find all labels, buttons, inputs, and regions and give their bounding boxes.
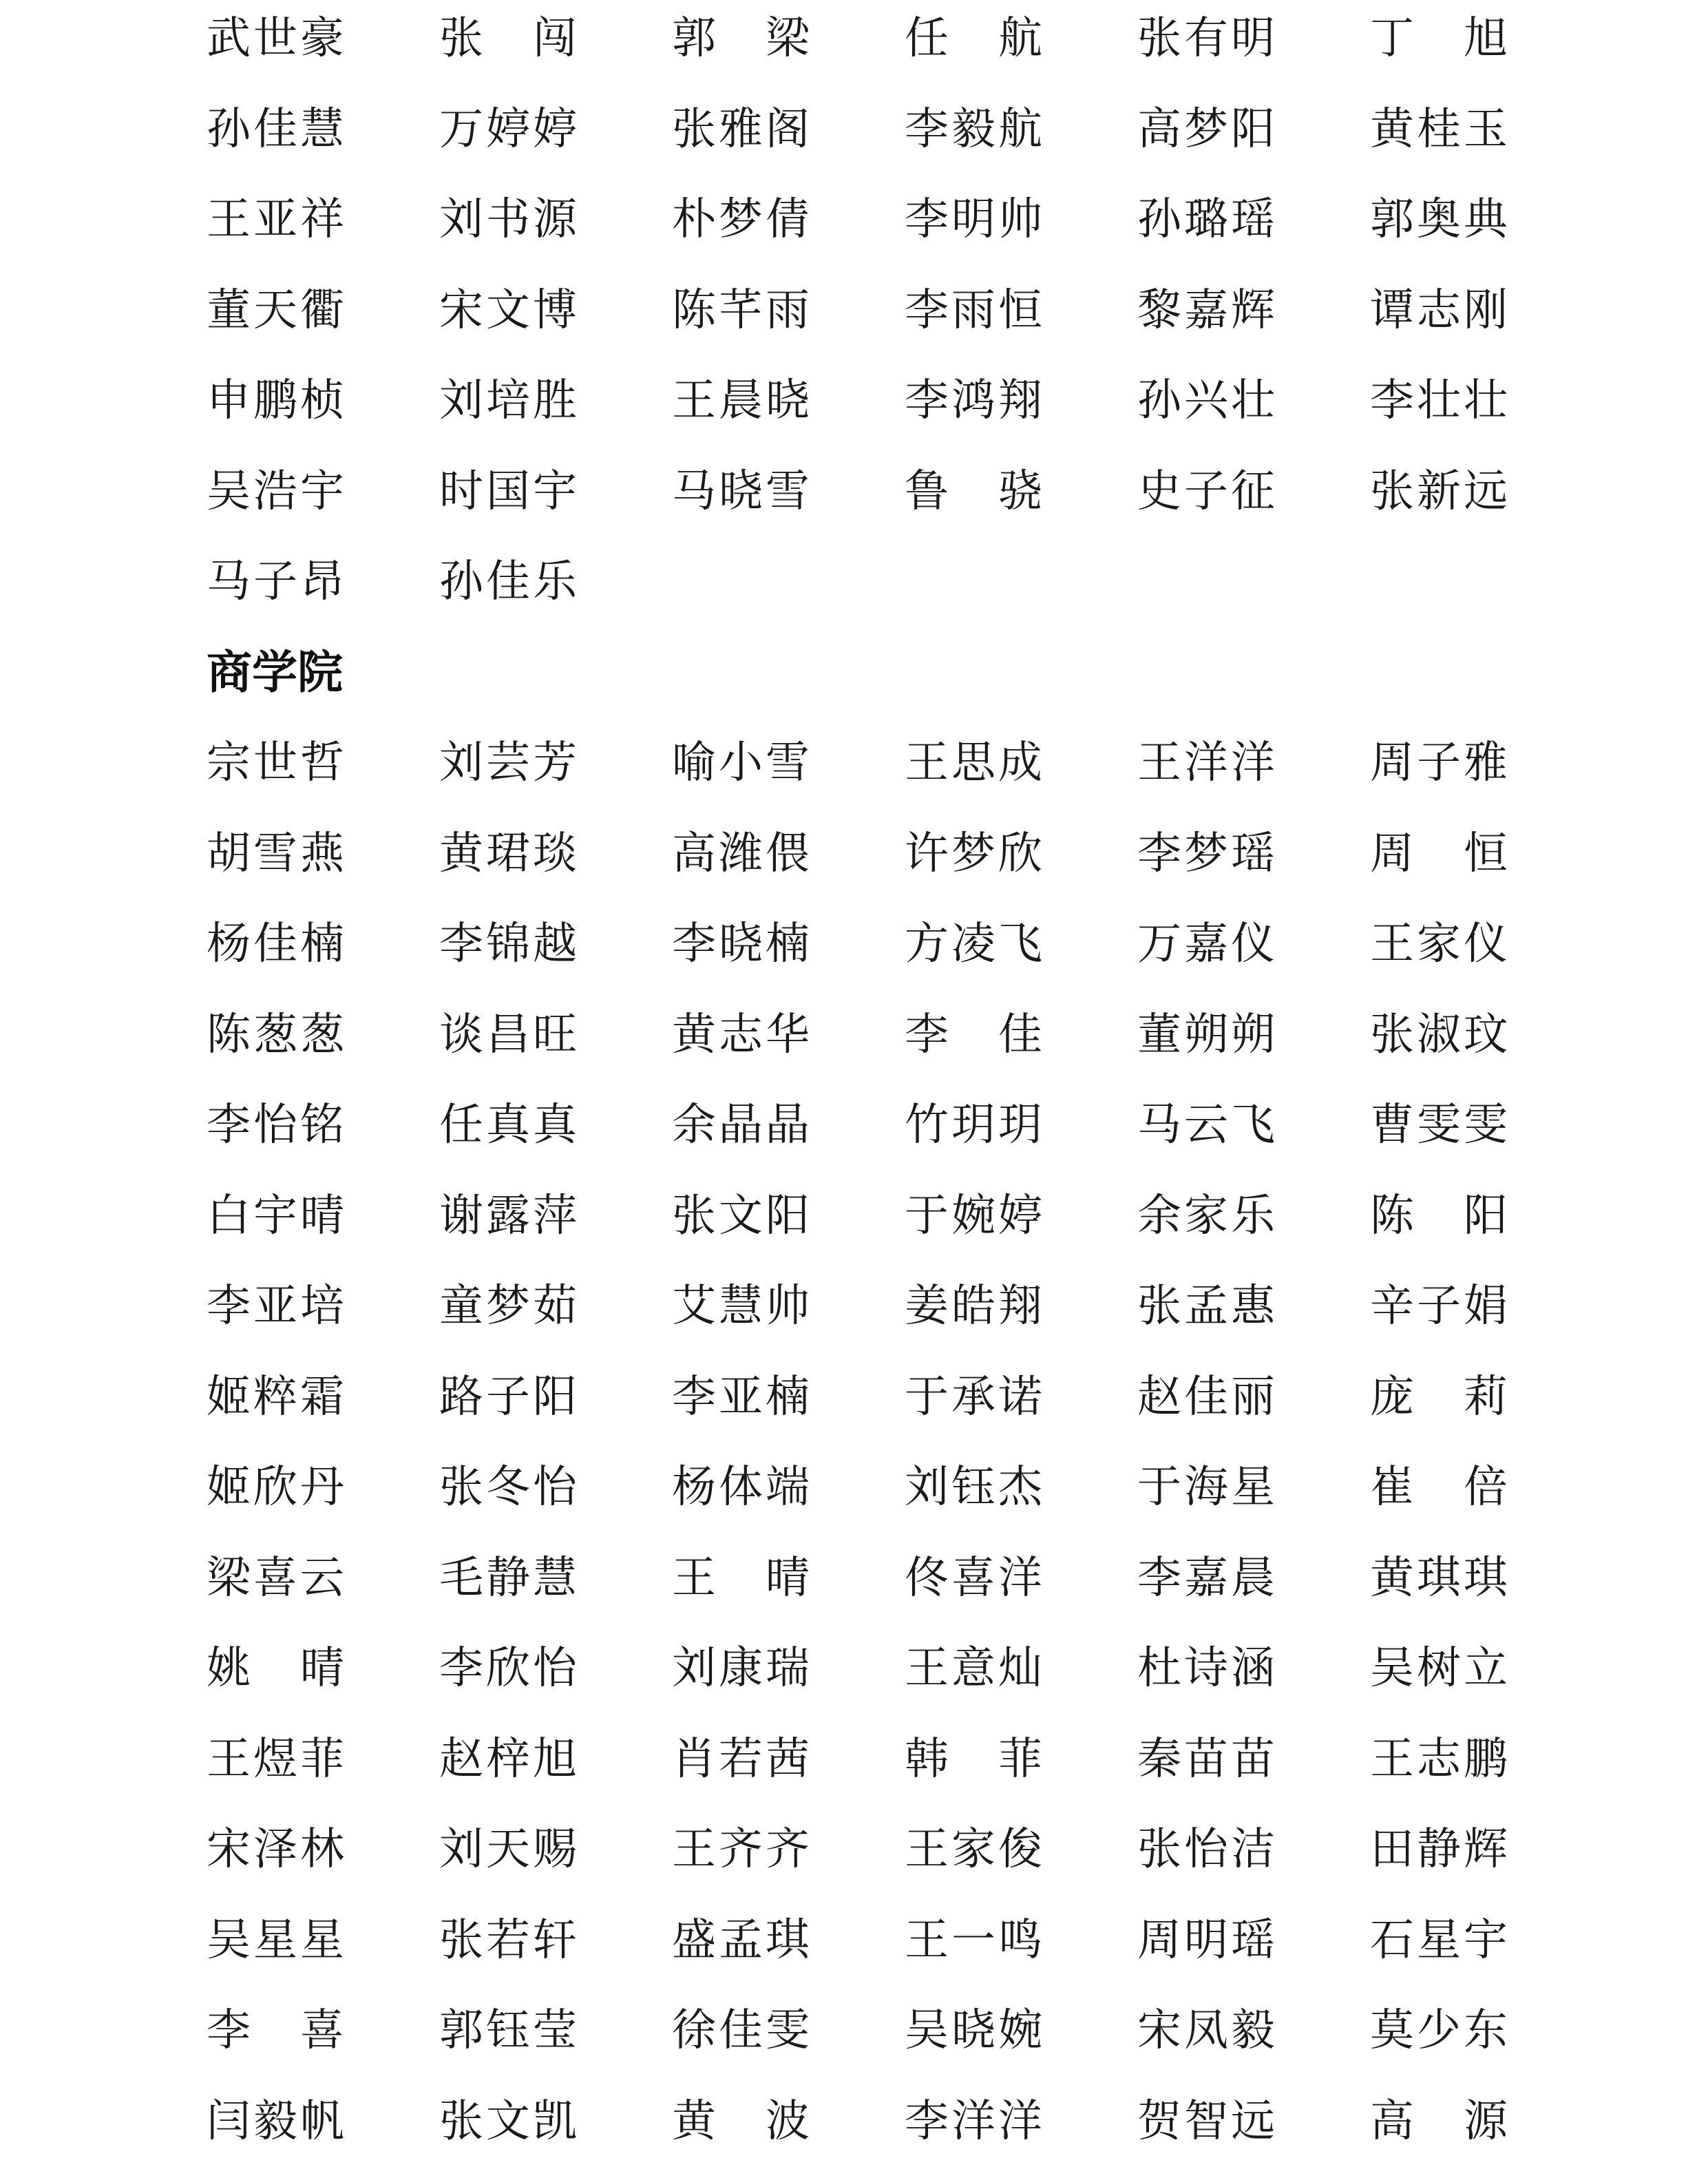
student-name: 马 子 昂 bbox=[207, 556, 344, 607]
student-name: 徐 佳 雯 bbox=[672, 2005, 810, 2056]
student-name: 王 思 成 bbox=[905, 737, 1042, 788]
student-name: 田 静 辉 bbox=[1370, 1824, 1508, 1875]
student-name: 谈 昌 旺 bbox=[439, 1009, 577, 1060]
student-name: 李 怡 铭 bbox=[207, 1100, 344, 1151]
name-row bbox=[207, 819, 1528, 910]
student-name: 李 明 帅 bbox=[905, 194, 1042, 245]
student-name: 肖 若 茜 bbox=[672, 1733, 810, 1785]
student-name: 时 国 宇 bbox=[439, 465, 577, 517]
name-row bbox=[207, 1815, 1528, 1906]
student-name: 于 婉 婷 bbox=[905, 1190, 1042, 1242]
student-name: 张 新 远 bbox=[1370, 465, 1508, 517]
name-row bbox=[207, 547, 1528, 638]
student-name: 任 航 bbox=[905, 13, 1042, 64]
student-name: 谭 志 刚 bbox=[1370, 284, 1508, 336]
student-name: 曹 雯 雯 bbox=[1370, 1100, 1508, 1151]
student-name: 黄 志 华 bbox=[672, 1009, 810, 1060]
student-name: 张 文 阳 bbox=[672, 1190, 810, 1242]
student-name: 张 淑 玟 bbox=[1370, 1009, 1508, 1060]
student-name: 李 梦 瑶 bbox=[1137, 828, 1275, 879]
name-row bbox=[207, 366, 1528, 457]
student-name: 刘 培 胜 bbox=[439, 375, 577, 426]
student-name: 李 亚 培 bbox=[207, 1281, 344, 1332]
student-name: 孙 璐 瑶 bbox=[1137, 194, 1275, 245]
student-name: 童 梦 茹 bbox=[439, 1281, 577, 1332]
student-name: 李 雨 恒 bbox=[905, 284, 1042, 336]
student-name: 张 孟 惠 bbox=[1137, 1281, 1275, 1332]
student-name: 姜 皓 翔 bbox=[905, 1281, 1042, 1332]
student-name: 丁 旭 bbox=[1370, 13, 1508, 64]
student-name: 宋 文 博 bbox=[439, 284, 577, 336]
student-name: 张 冬 怡 bbox=[439, 1462, 577, 1513]
student-name: 鲁 骁 bbox=[905, 465, 1042, 517]
student-name: 黄 琪 琪 bbox=[1370, 1552, 1508, 1604]
name-row bbox=[207, 1725, 1528, 1816]
student-name: 申 鹏 桢 bbox=[207, 375, 344, 426]
student-name: 李 壮 壮 bbox=[1370, 375, 1508, 426]
student-name: 刘 康 瑞 bbox=[672, 1643, 810, 1694]
name-row bbox=[207, 457, 1528, 548]
student-name: 郭 梁 bbox=[672, 13, 810, 64]
student-name: 周 子 雅 bbox=[1370, 737, 1508, 788]
name-row bbox=[207, 1272, 1528, 1363]
student-name: 喻 小 雪 bbox=[672, 737, 810, 788]
student-name: 张 有 明 bbox=[1137, 13, 1275, 64]
student-name: 马 云 飞 bbox=[1137, 1100, 1275, 1151]
student-name: 竹 玥 玥 bbox=[905, 1100, 1042, 1151]
student-name: 宋 凤 毅 bbox=[1137, 2005, 1275, 2056]
name-row bbox=[207, 4, 1528, 95]
student-name: 孙 佳 乐 bbox=[439, 556, 577, 607]
student-name: 李 亚 楠 bbox=[672, 1371, 810, 1423]
student-name: 王 煜 菲 bbox=[207, 1733, 344, 1785]
student-name: 赵 佳 丽 bbox=[1137, 1371, 1275, 1423]
student-name: 吴 晓 婉 bbox=[905, 2005, 1042, 2056]
student-name: 万 婷 婷 bbox=[439, 103, 577, 155]
student-name: 李 喜 bbox=[207, 2005, 344, 2056]
student-name: 武 世 豪 bbox=[207, 13, 344, 64]
student-name: 黄 桂 玉 bbox=[1370, 103, 1508, 155]
student-name: 王 晨 晓 bbox=[672, 375, 810, 426]
student-name: 张 文 凯 bbox=[439, 2095, 577, 2147]
name-row bbox=[207, 729, 1528, 819]
student-name: 毛 静 慧 bbox=[439, 1552, 577, 1604]
student-name: 李 鸿 翔 bbox=[905, 375, 1042, 426]
student-name: 马 晓 雪 bbox=[672, 465, 810, 517]
student-name: 佟 喜 洋 bbox=[905, 1552, 1042, 1604]
student-name: 陈 芊 雨 bbox=[672, 284, 810, 336]
student-name: 黄 珺 琰 bbox=[439, 828, 577, 879]
student-name: 王 一 鸣 bbox=[905, 1914, 1042, 1966]
student-name: 张 若 轩 bbox=[439, 1914, 577, 1966]
student-name: 盛 孟 琪 bbox=[672, 1914, 810, 1966]
student-name: 孙 兴 壮 bbox=[1137, 375, 1275, 426]
student-name: 闫 毅 帆 bbox=[207, 2095, 344, 2147]
student-name: 张 闯 bbox=[439, 13, 577, 64]
student-name: 郭 钰 莹 bbox=[439, 2005, 577, 2056]
student-name: 陈 阳 bbox=[1370, 1190, 1508, 1242]
student-name: 史 子 征 bbox=[1137, 465, 1275, 517]
name-row bbox=[207, 185, 1528, 276]
student-name: 张 雅 阁 bbox=[672, 103, 810, 155]
name-row bbox=[207, 1906, 1528, 1997]
student-name: 李 洋 洋 bbox=[905, 2095, 1042, 2147]
student-name: 张 怡 洁 bbox=[1137, 1824, 1275, 1875]
student-name: 王 洋 洋 bbox=[1137, 737, 1275, 788]
name-row bbox=[207, 276, 1528, 367]
student-name: 谢 露 萍 bbox=[439, 1190, 577, 1242]
student-name: 任 真 真 bbox=[439, 1100, 577, 1151]
student-name: 姬 欣 丹 bbox=[207, 1462, 344, 1513]
student-name: 王 晴 bbox=[672, 1552, 810, 1604]
student-name: 许 梦 欣 bbox=[905, 828, 1042, 879]
name-row bbox=[207, 1091, 1528, 1182]
student-name: 赵 梓 旭 bbox=[439, 1733, 577, 1785]
student-name: 余 家 乐 bbox=[1137, 1190, 1275, 1242]
student-name: 白 宇 晴 bbox=[207, 1190, 344, 1242]
student-name: 姚 晴 bbox=[207, 1643, 344, 1694]
student-name: 吴 浩 宇 bbox=[207, 465, 344, 517]
name-row bbox=[207, 1182, 1528, 1273]
student-name: 万 嘉 仪 bbox=[1137, 919, 1275, 970]
student-name: 周 明 瑶 bbox=[1137, 1914, 1275, 1966]
student-name: 余 晶 晶 bbox=[672, 1100, 810, 1151]
student-name: 朴 梦 倩 bbox=[672, 194, 810, 245]
student-name: 郭 奥 典 bbox=[1370, 194, 1508, 245]
name-row bbox=[207, 2087, 1528, 2178]
student-name: 李 欣 怡 bbox=[439, 1643, 577, 1694]
student-name: 路 子 阳 bbox=[439, 1371, 577, 1423]
student-name: 吴 树 立 bbox=[1370, 1643, 1508, 1694]
student-name: 李 毅 航 bbox=[905, 103, 1042, 155]
student-name: 方 凌 飞 bbox=[905, 919, 1042, 970]
student-name: 于 承 诺 bbox=[905, 1371, 1042, 1423]
student-name: 刘 钰 杰 bbox=[905, 1462, 1042, 1513]
student-name: 高 源 bbox=[1370, 2095, 1508, 2147]
student-name: 王 志 鹏 bbox=[1370, 1733, 1508, 1785]
name-row bbox=[207, 1996, 1528, 2087]
student-name: 刘 书 源 bbox=[439, 194, 577, 245]
student-name: 王 意 灿 bbox=[905, 1643, 1042, 1694]
student-name: 刘 天 赐 bbox=[439, 1824, 577, 1875]
student-name: 陈 葱 葱 bbox=[207, 1009, 344, 1060]
student-name: 李 锦 越 bbox=[439, 919, 577, 970]
student-name: 杨 佳 楠 bbox=[207, 919, 344, 970]
student-name: 黄 波 bbox=[672, 2095, 810, 2147]
student-name: 秦 苗 苗 bbox=[1137, 1733, 1275, 1785]
student-name: 孙 佳 慧 bbox=[207, 103, 344, 155]
student-name: 李 嘉 晨 bbox=[1137, 1552, 1275, 1604]
student-name: 黎 嘉 辉 bbox=[1137, 284, 1275, 336]
student-name: 董 朔 朔 bbox=[1137, 1009, 1275, 1060]
student-name: 辛 子 娟 bbox=[1370, 1281, 1508, 1332]
name-row bbox=[207, 1634, 1528, 1725]
name-row bbox=[207, 1363, 1528, 1454]
student-name: 周 恒 bbox=[1370, 828, 1508, 879]
student-name: 石 星 宇 bbox=[1370, 1914, 1508, 1966]
name-row bbox=[207, 1453, 1528, 1544]
student-name: 宋 泽 林 bbox=[207, 1824, 344, 1875]
student-name: 高 梦 阳 bbox=[1137, 103, 1275, 155]
student-name: 杨 体 端 bbox=[672, 1462, 810, 1513]
student-name: 贺 智 远 bbox=[1137, 2095, 1275, 2147]
name-row bbox=[207, 910, 1528, 1001]
student-name: 莫 少 东 bbox=[1370, 2005, 1508, 2056]
name-row bbox=[207, 1001, 1528, 1091]
student-name: 王 亚 祥 bbox=[207, 194, 344, 245]
student-name: 刘 芸 芳 bbox=[439, 737, 577, 788]
student-name: 韩 菲 bbox=[905, 1733, 1042, 1785]
name-row bbox=[207, 95, 1528, 186]
section-heading: 商学院 bbox=[207, 645, 343, 699]
student-name: 宗 世 哲 bbox=[207, 737, 344, 788]
student-name: 李 晓 楠 bbox=[672, 919, 810, 970]
student-name: 吴 星 星 bbox=[207, 1914, 344, 1966]
student-name: 李 佳 bbox=[905, 1009, 1042, 1060]
student-name: 姬 粹 霜 bbox=[207, 1371, 344, 1423]
student-name: 王 家 俊 bbox=[905, 1824, 1042, 1875]
student-name: 梁 喜 云 bbox=[207, 1552, 344, 1604]
student-name: 崔 倍 bbox=[1370, 1462, 1508, 1513]
student-name: 杜 诗 涵 bbox=[1137, 1643, 1275, 1694]
student-name: 艾 慧 帅 bbox=[672, 1281, 810, 1332]
student-name: 高 潍 偎 bbox=[672, 828, 810, 879]
student-name: 董 天 衢 bbox=[207, 284, 344, 336]
student-name: 王 家 仪 bbox=[1370, 919, 1508, 970]
student-name: 胡 雪 燕 bbox=[207, 828, 344, 879]
student-name: 庞 莉 bbox=[1370, 1371, 1508, 1423]
student-name: 于 海 星 bbox=[1137, 1462, 1275, 1513]
name-row bbox=[207, 1544, 1528, 1635]
student-name: 王 齐 齐 bbox=[672, 1824, 810, 1875]
